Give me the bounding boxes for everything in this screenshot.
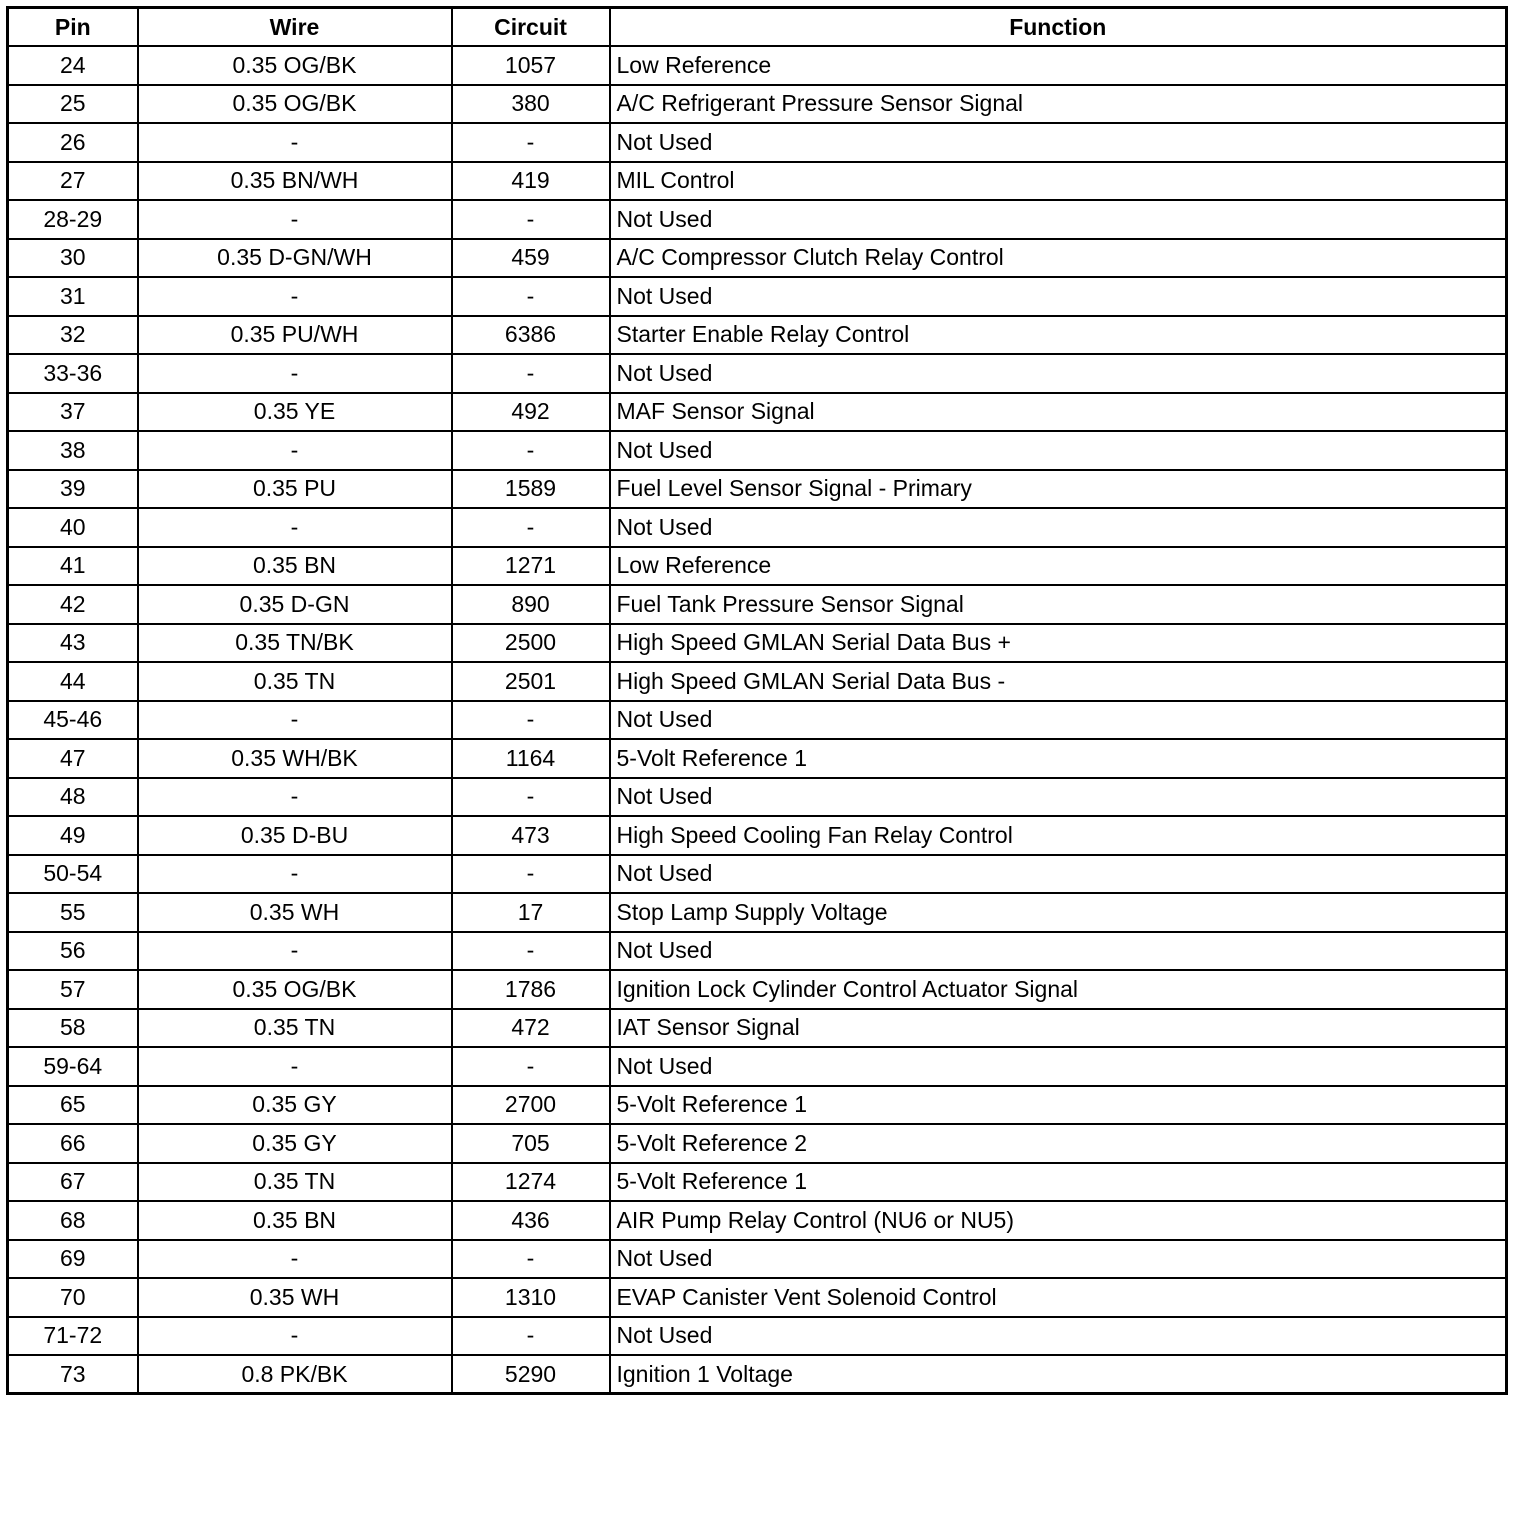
pin-cell: 49 bbox=[8, 816, 138, 855]
wire-cell: 0.35 TN bbox=[138, 662, 452, 701]
function-cell: Not Used bbox=[610, 1240, 1507, 1279]
circuit-cell: - bbox=[452, 1317, 610, 1356]
pin-cell: 25 bbox=[8, 85, 138, 124]
pin-cell: 55 bbox=[8, 893, 138, 932]
circuit-cell: - bbox=[452, 277, 610, 316]
circuit-cell: 5290 bbox=[452, 1355, 610, 1394]
table-row bbox=[8, 932, 1507, 971]
circuit-cell: 2700 bbox=[452, 1086, 610, 1125]
table-row bbox=[8, 855, 1507, 894]
wire-cell: 0.35 D-BU bbox=[138, 816, 452, 855]
function-cell: Low Reference bbox=[610, 547, 1507, 586]
pin-cell: 68 bbox=[8, 1201, 138, 1240]
wire-cell: 0.35 OG/BK bbox=[138, 46, 452, 85]
pin-cell: 38 bbox=[8, 431, 138, 470]
function-cell: Not Used bbox=[610, 123, 1507, 162]
function-cell: Fuel Level Sensor Signal - Primary bbox=[610, 470, 1507, 509]
header-wire: Wire bbox=[138, 8, 452, 47]
table-row bbox=[8, 277, 1507, 316]
table-row bbox=[8, 46, 1507, 85]
circuit-cell: 380 bbox=[452, 85, 610, 124]
wire-cell: - bbox=[138, 932, 452, 971]
table-row bbox=[8, 393, 1507, 432]
function-cell: A/C Refrigerant Pressure Sensor Signal bbox=[610, 85, 1507, 124]
function-cell: 5-Volt Reference 1 bbox=[610, 739, 1507, 778]
circuit-cell: - bbox=[452, 1240, 610, 1279]
function-cell: 5-Volt Reference 1 bbox=[610, 1086, 1507, 1125]
wire-cell: - bbox=[138, 123, 452, 162]
table-row bbox=[8, 162, 1507, 201]
wire-cell: - bbox=[138, 277, 452, 316]
wire-cell: 0.35 PU bbox=[138, 470, 452, 509]
table-row bbox=[8, 470, 1507, 509]
circuit-cell: - bbox=[452, 932, 610, 971]
wire-cell: 0.35 GY bbox=[138, 1124, 452, 1163]
header-function: Function bbox=[610, 8, 1507, 47]
wire-cell: - bbox=[138, 778, 452, 817]
pin-cell: 30 bbox=[8, 239, 138, 278]
pin-cell: 33-36 bbox=[8, 354, 138, 393]
circuit-cell: - bbox=[452, 200, 610, 239]
table-row bbox=[8, 85, 1507, 124]
table-row bbox=[8, 624, 1507, 663]
wire-cell: 0.35 D-GN/WH bbox=[138, 239, 452, 278]
function-cell: Not Used bbox=[610, 508, 1507, 547]
pin-cell: 32 bbox=[8, 316, 138, 355]
function-cell: 5-Volt Reference 1 bbox=[610, 1163, 1507, 1202]
circuit-cell: 1057 bbox=[452, 46, 610, 85]
header-pin: Pin bbox=[8, 8, 138, 47]
pin-cell: 70 bbox=[8, 1278, 138, 1317]
wire-cell: 0.35 OG/BK bbox=[138, 970, 452, 1009]
function-cell: A/C Compressor Clutch Relay Control bbox=[610, 239, 1507, 278]
wire-cell: - bbox=[138, 1240, 452, 1279]
wire-cell: 0.35 WH/BK bbox=[138, 739, 452, 778]
pin-cell: 42 bbox=[8, 585, 138, 624]
table-row bbox=[8, 354, 1507, 393]
pin-cell: 65 bbox=[8, 1086, 138, 1125]
function-cell: Fuel Tank Pressure Sensor Signal bbox=[610, 585, 1507, 624]
wire-cell: 0.8 PK/BK bbox=[138, 1355, 452, 1394]
wire-cell: 0.35 WH bbox=[138, 893, 452, 932]
circuit-cell: - bbox=[452, 778, 610, 817]
pin-cell: 40 bbox=[8, 508, 138, 547]
pin-cell: 43 bbox=[8, 624, 138, 663]
function-cell: Low Reference bbox=[610, 46, 1507, 85]
function-cell: High Speed GMLAN Serial Data Bus - bbox=[610, 662, 1507, 701]
wire-cell: 0.35 OG/BK bbox=[138, 85, 452, 124]
function-cell: Not Used bbox=[610, 932, 1507, 971]
table-row bbox=[8, 701, 1507, 740]
function-cell: Not Used bbox=[610, 277, 1507, 316]
circuit-cell: 472 bbox=[452, 1009, 610, 1048]
wire-cell: - bbox=[138, 855, 452, 894]
function-cell: Starter Enable Relay Control bbox=[610, 316, 1507, 355]
function-cell: IAT Sensor Signal bbox=[610, 1009, 1507, 1048]
pin-cell: 48 bbox=[8, 778, 138, 817]
table-row bbox=[8, 547, 1507, 586]
function-cell: High Speed GMLAN Serial Data Bus + bbox=[610, 624, 1507, 663]
wire-cell: - bbox=[138, 1047, 452, 1086]
circuit-cell: - bbox=[452, 855, 610, 894]
function-cell: Not Used bbox=[610, 1047, 1507, 1086]
wire-cell: - bbox=[138, 354, 452, 393]
function-cell: Ignition 1 Voltage bbox=[610, 1355, 1507, 1394]
table-row bbox=[8, 816, 1507, 855]
table-header bbox=[8, 8, 1507, 47]
pin-cell: 58 bbox=[8, 1009, 138, 1048]
wire-cell: 0.35 TN bbox=[138, 1163, 452, 1202]
pin-cell: 67 bbox=[8, 1163, 138, 1202]
circuit-cell: 705 bbox=[452, 1124, 610, 1163]
function-cell: MAF Sensor Signal bbox=[610, 393, 1507, 432]
pin-cell: 41 bbox=[8, 547, 138, 586]
pin-cell: 26 bbox=[8, 123, 138, 162]
circuit-cell: 6386 bbox=[452, 316, 610, 355]
table-row bbox=[8, 1317, 1507, 1356]
circuit-cell: 1310 bbox=[452, 1278, 610, 1317]
table-row bbox=[8, 123, 1507, 162]
pin-cell: 73 bbox=[8, 1355, 138, 1394]
circuit-cell: 1274 bbox=[452, 1163, 610, 1202]
wire-cell: 0.35 WH bbox=[138, 1278, 452, 1317]
wire-cell: - bbox=[138, 701, 452, 740]
function-cell: Stop Lamp Supply Voltage bbox=[610, 893, 1507, 932]
circuit-cell: 473 bbox=[452, 816, 610, 855]
pin-cell: 27 bbox=[8, 162, 138, 201]
table-row bbox=[8, 239, 1507, 278]
pin-cell: 24 bbox=[8, 46, 138, 85]
circuit-cell: 459 bbox=[452, 239, 610, 278]
circuit-cell: 2500 bbox=[452, 624, 610, 663]
circuit-cell: - bbox=[452, 354, 610, 393]
wire-cell: 0.35 TN bbox=[138, 1009, 452, 1048]
wire-cell: 0.35 BN bbox=[138, 1201, 452, 1240]
circuit-cell: 436 bbox=[452, 1201, 610, 1240]
pin-cell: 47 bbox=[8, 739, 138, 778]
circuit-cell: 492 bbox=[452, 393, 610, 432]
table-row bbox=[8, 1278, 1507, 1317]
table-row bbox=[8, 1163, 1507, 1202]
header-circuit: Circuit bbox=[452, 8, 610, 47]
circuit-cell: - bbox=[452, 431, 610, 470]
wire-cell: 0.35 YE bbox=[138, 393, 452, 432]
table-row bbox=[8, 585, 1507, 624]
pin-cell: 66 bbox=[8, 1124, 138, 1163]
function-cell: Not Used bbox=[610, 1317, 1507, 1356]
pin-cell: 45-46 bbox=[8, 701, 138, 740]
pin-cell: 56 bbox=[8, 932, 138, 971]
pin-cell: 44 bbox=[8, 662, 138, 701]
circuit-cell: 890 bbox=[452, 585, 610, 624]
function-cell: 5-Volt Reference 2 bbox=[610, 1124, 1507, 1163]
circuit-cell: - bbox=[452, 123, 610, 162]
circuit-cell: 1271 bbox=[452, 547, 610, 586]
pin-cell: 28-29 bbox=[8, 200, 138, 239]
pin-cell: 59-64 bbox=[8, 1047, 138, 1086]
wire-cell: 0.35 PU/WH bbox=[138, 316, 452, 355]
table-row bbox=[8, 1201, 1507, 1240]
table-row bbox=[8, 508, 1507, 547]
table-row bbox=[8, 778, 1507, 817]
function-cell: MIL Control bbox=[610, 162, 1507, 201]
function-cell: High Speed Cooling Fan Relay Control bbox=[610, 816, 1507, 855]
wire-cell: - bbox=[138, 508, 452, 547]
pin-cell: 37 bbox=[8, 393, 138, 432]
table-row bbox=[8, 893, 1507, 932]
circuit-cell: 419 bbox=[452, 162, 610, 201]
table-row bbox=[8, 1240, 1507, 1279]
wire-cell: - bbox=[138, 200, 452, 239]
function-cell: Not Used bbox=[610, 200, 1507, 239]
pin-cell: 31 bbox=[8, 277, 138, 316]
circuit-cell: - bbox=[452, 701, 610, 740]
wire-cell: 0.35 BN bbox=[138, 547, 452, 586]
function-cell: Not Used bbox=[610, 855, 1507, 894]
circuit-cell: 1786 bbox=[452, 970, 610, 1009]
function-cell: Not Used bbox=[610, 431, 1507, 470]
circuit-cell: 2501 bbox=[452, 662, 610, 701]
function-cell: Ignition Lock Cylinder Control Actuator Signal bbox=[610, 970, 1507, 1009]
table-body bbox=[8, 46, 1507, 1394]
function-cell: AIR Pump Relay Control (NU6 or NU5) bbox=[610, 1201, 1507, 1240]
function-cell: Not Used bbox=[610, 778, 1507, 817]
pin-cell: 69 bbox=[8, 1240, 138, 1279]
circuit-cell: 1164 bbox=[452, 739, 610, 778]
pin-cell: 71-72 bbox=[8, 1317, 138, 1356]
circuit-cell: 17 bbox=[452, 893, 610, 932]
table-row bbox=[8, 1124, 1507, 1163]
circuit-cell: - bbox=[452, 508, 610, 547]
pin-cell: 39 bbox=[8, 470, 138, 509]
wire-cell: - bbox=[138, 431, 452, 470]
function-cell: Not Used bbox=[610, 701, 1507, 740]
circuit-cell: 1589 bbox=[452, 470, 610, 509]
table-row bbox=[8, 662, 1507, 701]
header-row bbox=[8, 8, 1507, 47]
wire-cell: 0.35 GY bbox=[138, 1086, 452, 1125]
table-row bbox=[8, 316, 1507, 355]
table-row bbox=[8, 1086, 1507, 1125]
table-row bbox=[8, 970, 1507, 1009]
table-row bbox=[8, 431, 1507, 470]
table-row bbox=[8, 200, 1507, 239]
wire-cell: - bbox=[138, 1317, 452, 1356]
table-row bbox=[8, 1355, 1507, 1394]
wire-cell: 0.35 BN/WH bbox=[138, 162, 452, 201]
table-row bbox=[8, 1009, 1507, 1048]
circuit-cell: - bbox=[452, 1047, 610, 1086]
function-cell: EVAP Canister Vent Solenoid Control bbox=[610, 1278, 1507, 1317]
wire-cell: 0.35 TN/BK bbox=[138, 624, 452, 663]
table-row bbox=[8, 739, 1507, 778]
connector-pinout-table bbox=[6, 6, 1508, 1395]
wire-cell: 0.35 D-GN bbox=[138, 585, 452, 624]
function-cell: Not Used bbox=[610, 354, 1507, 393]
pin-cell: 50-54 bbox=[8, 855, 138, 894]
pin-cell: 57 bbox=[8, 970, 138, 1009]
table-row bbox=[8, 1047, 1507, 1086]
